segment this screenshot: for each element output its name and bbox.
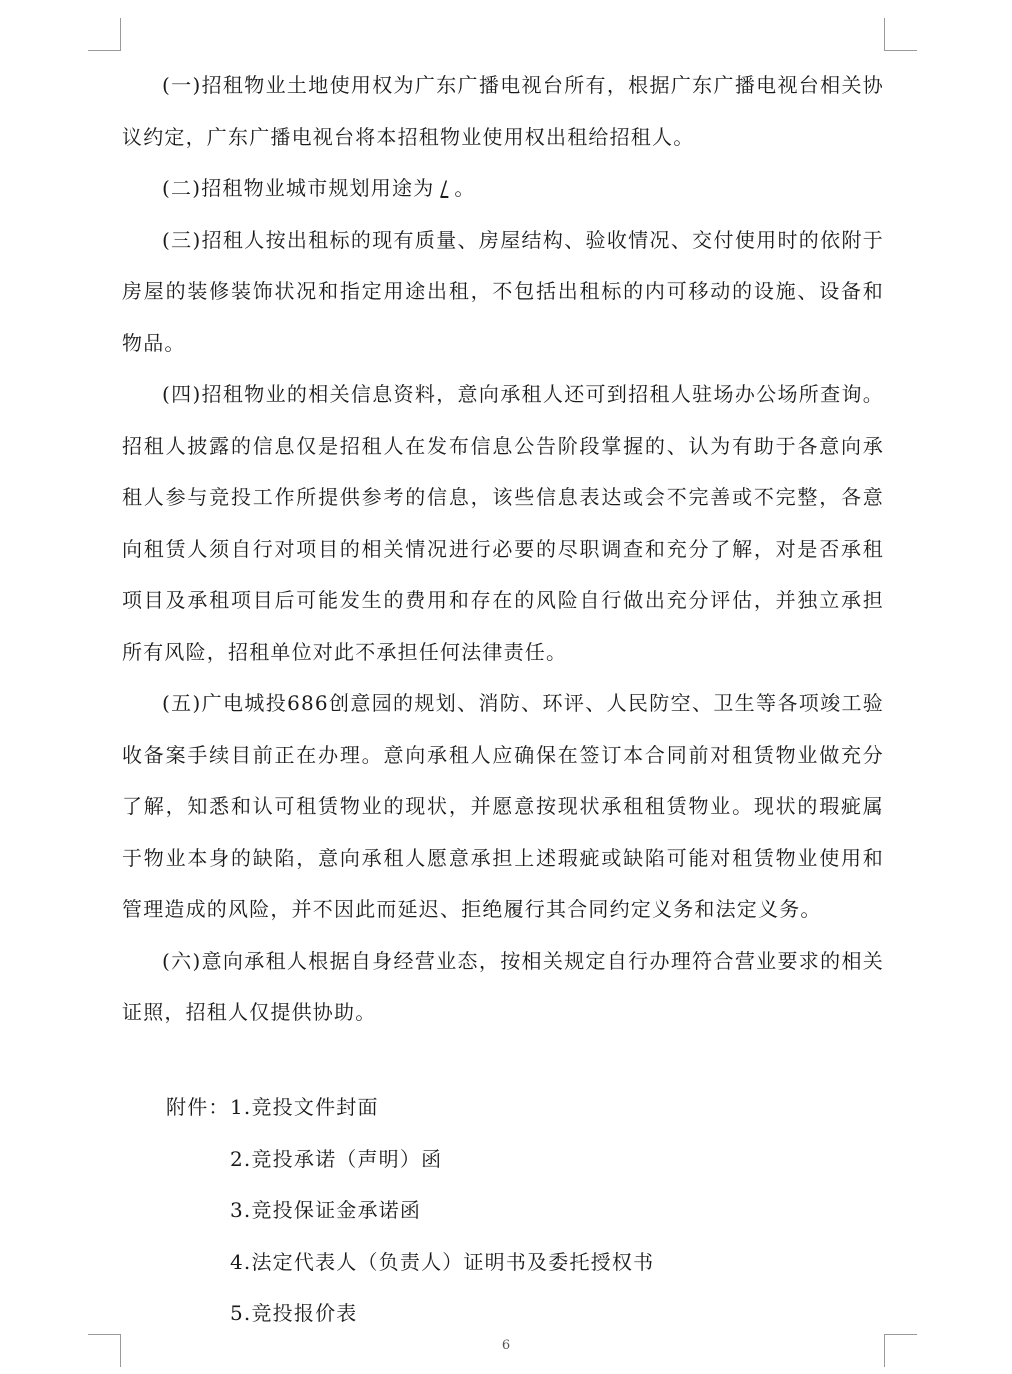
attachment-item-4: 4.法定代表人（负责人）证明书及委托授权书 (230, 1249, 655, 1274)
list-item (166, 1237, 654, 1289)
attachments-label: 附件： (166, 1095, 230, 1119)
paragraph-2 (122, 163, 884, 215)
list-item (166, 1288, 654, 1340)
attachment-item-3: 3.竞投保证金承诺函 (230, 1198, 422, 1222)
crop-mark-top-right (884, 18, 917, 51)
page-number: 6 (501, 1338, 511, 1353)
attachment-item-5: 5.竞投报价表 (230, 1301, 358, 1325)
list-item (166, 1082, 654, 1134)
paragraph-6: (六)意向承租人根据自身经营业态，按相关规定自行办理符合营业要求的相关证照，招租人仅提供协助。 (122, 948, 884, 1024)
crop-mark-top-left (88, 18, 121, 51)
paragraph-2-end: 。 (454, 176, 476, 200)
list-item (166, 1185, 654, 1237)
paragraph-5: (五)广电城投686创意园的规划、消防、环评、人民防空、卫生等各项竣工验收备案手续目前正在办理。意向承租人应确保在签订本合同前对租赁物业做充分了解，知悉和认可租赁物业的现状，并愿意按现状承租租赁物业。现状的瑕疵属于物业本身的缺陷，意向承租人愿意承担上述瑕疵或缺陷可能对租赁物业使用和管理造成的风险，并不因此而延迟、拒绝履行其合同约定义务和法定义务。 (122, 691, 884, 921)
attachment-item-1: 1.竞投文件封面 (230, 1095, 379, 1119)
attachment-item-2: 2.竞投承诺（声明）函 (230, 1146, 443, 1171)
paragraph-2-text: (二)招租物业城市规划用途为 (162, 176, 435, 200)
paragraph-3: (三)招租人按出租标的现有质量、房屋结构、验收情况、交付使用时的依附于房屋的装修装饰状况和指定用途出租，不包括出租标的内可移动的设施、设备和物品。 (122, 227, 884, 355)
list-item (166, 1134, 654, 1186)
paragraph-4: (四)招租物业的相关信息资料，意向承租人还可到招租人驻场办公场所查询。招租人披露的信息仅是招租人在发布信息公告阶段掌握的、认为有助于各意向承租人参与竞投工作所提供参考的信息，该些信息表达或会不完善或不完整，各意向租赁人须自行对项目的相关情况进行必要的尽职调查和充分了解，对是否承租项目及承租项目后可能发生的费用和存在的风险自行做出充分评估，并独立承担所有风险，招租单位对此不承担任何法律责任。 (122, 382, 884, 664)
paragraph-1: (一)招租物业土地使用权为广东广播电视台所有，根据广东广播电视台相关协议约定，广东广播电视台将本招租物业使用权出租给招租人。 (122, 73, 884, 149)
attachments-list (166, 1082, 654, 1340)
document-body (122, 60, 884, 1039)
planning-use-value: / (440, 176, 449, 200)
